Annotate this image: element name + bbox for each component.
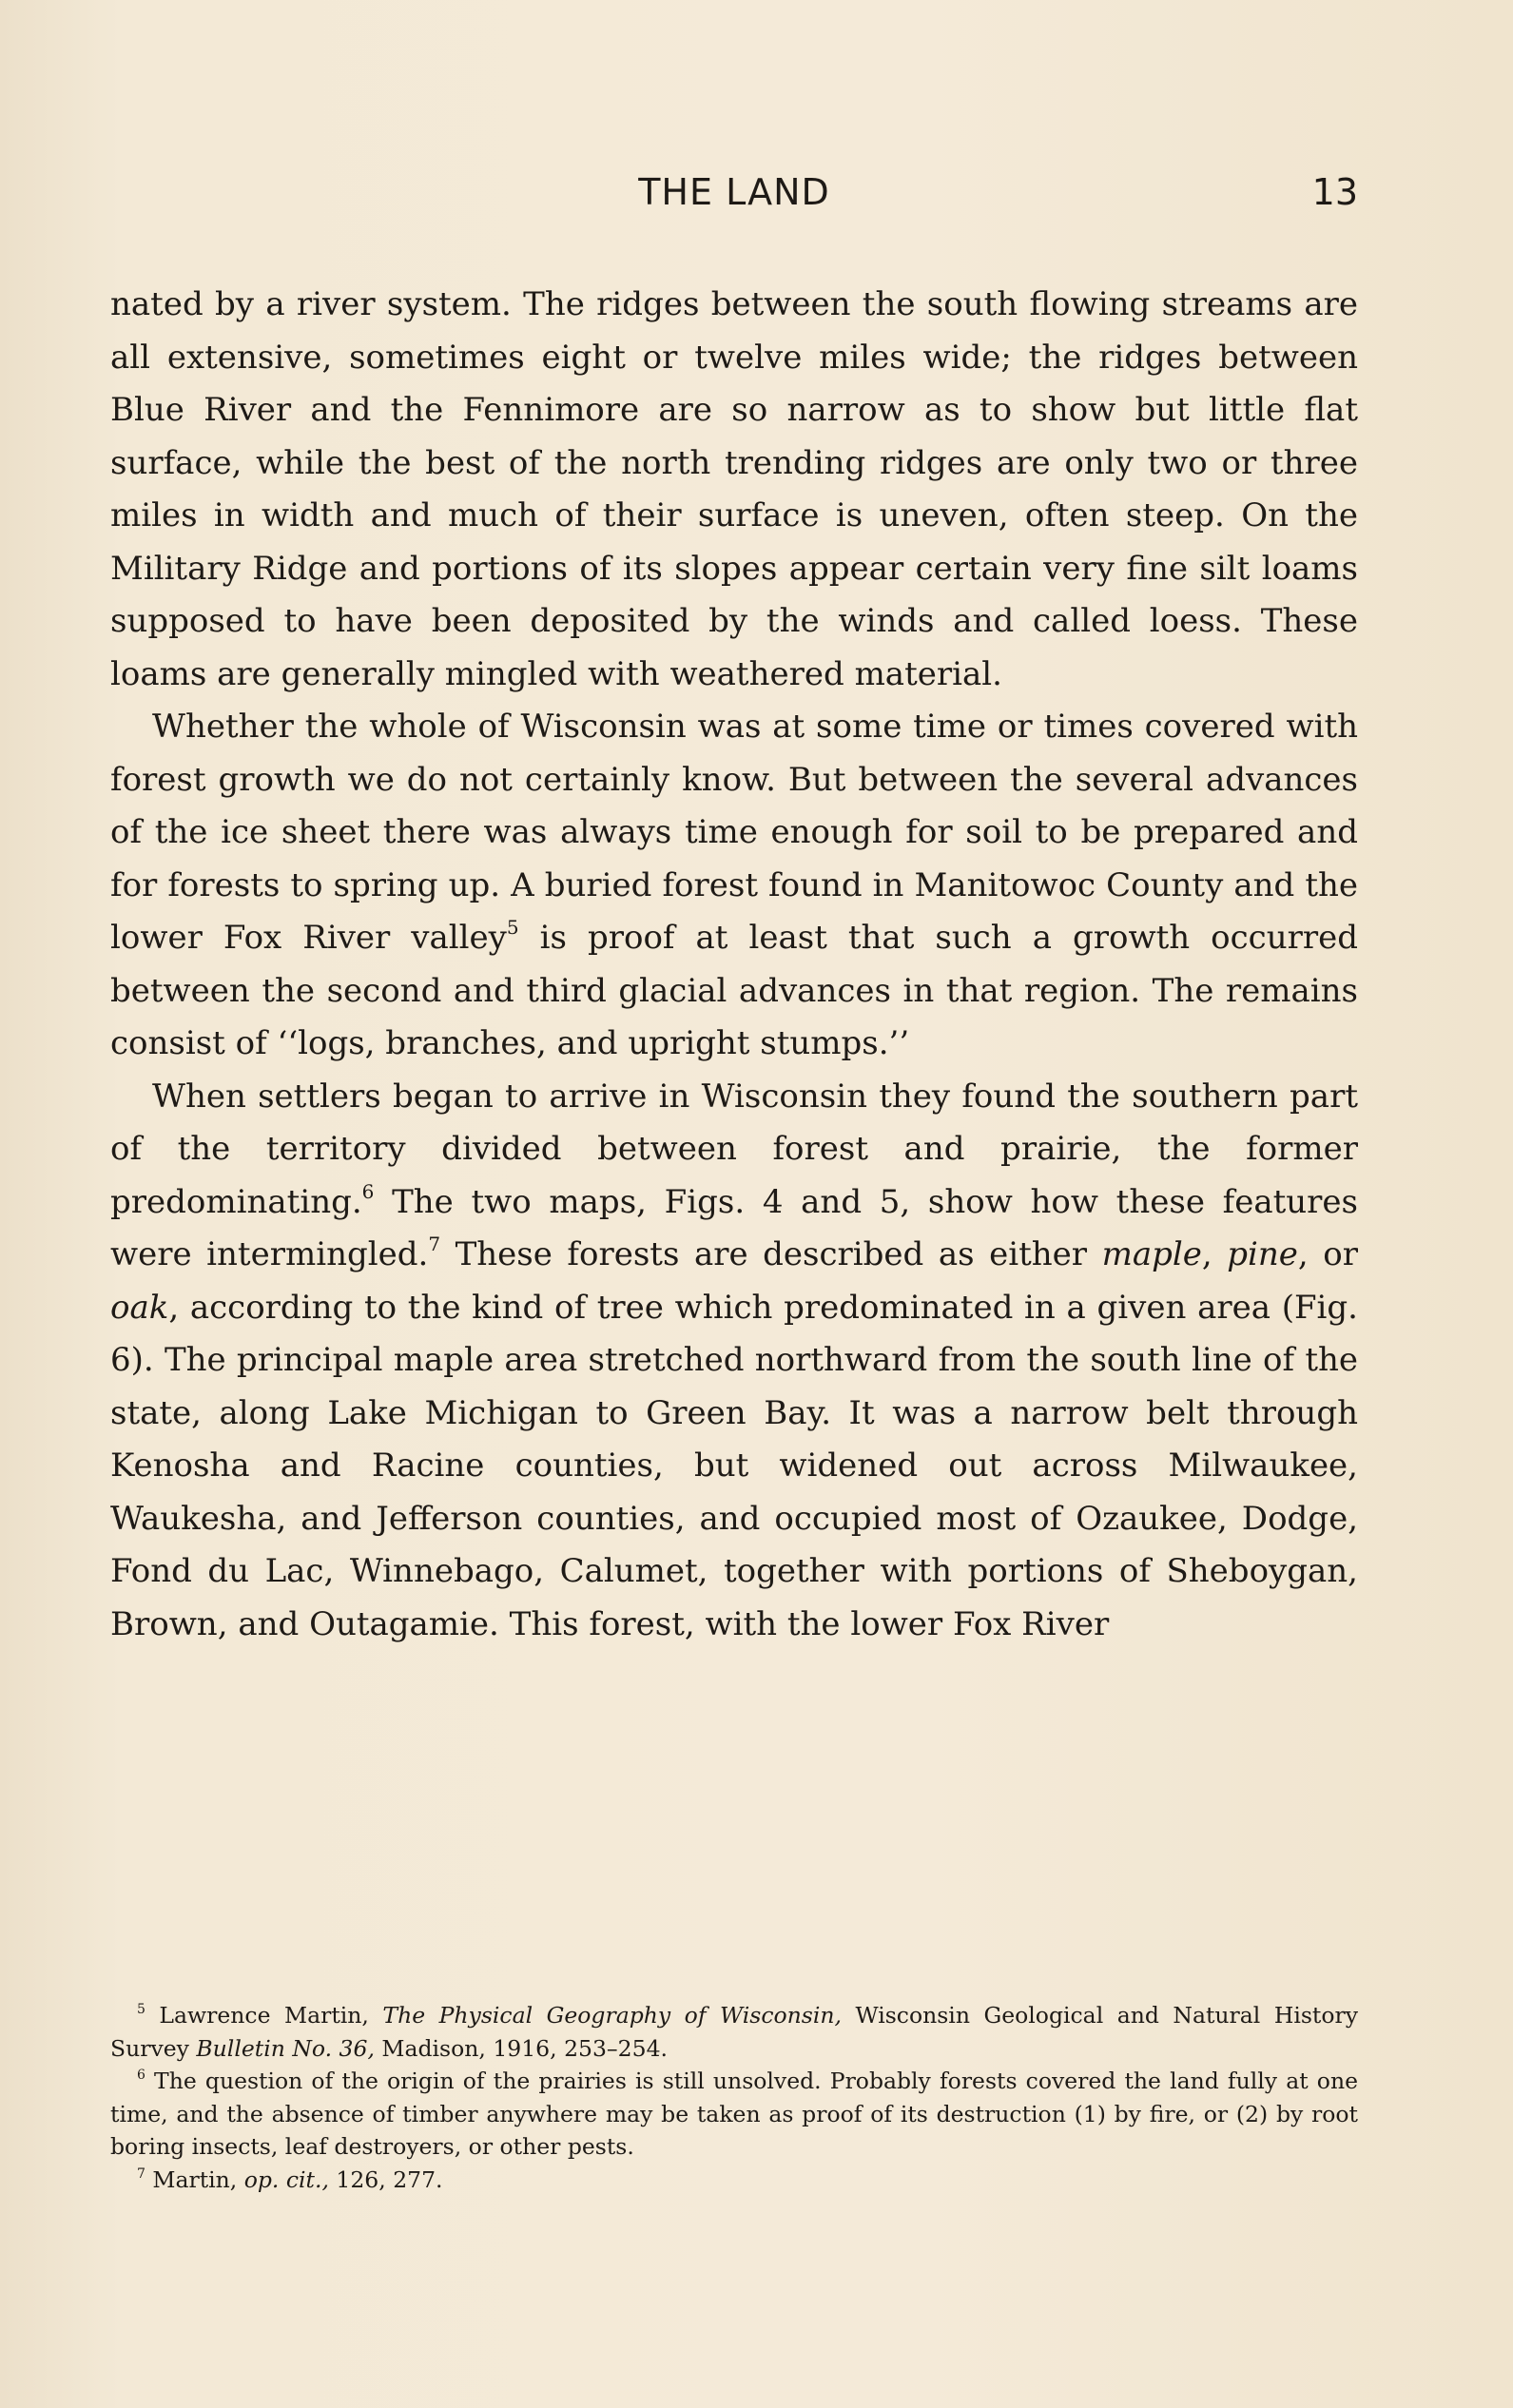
paragraph-3-text-b: The two maps, Figs. 4 and 5, show how these features were intermingled.: [110, 1182, 1358, 1273]
footnote-7-mark: 7: [137, 2165, 145, 2182]
paragraph-2-text-a: Whether the whole of Wisconsin was at some time or times covered with forest growth we do not certainly know. But between the several advances of the ice sheet there was always time enough for soil to be prepared and for forests to spring up. A buried forest found in Manitowoc County and the lower Fox River valley: [110, 708, 1358, 957]
footnote-ref-5: 5: [506, 916, 519, 939]
footnote-7-op-cit: op. cit.,: [243, 2165, 329, 2193]
running-title: THE LAND: [638, 171, 830, 213]
footnote-ref-6: 6: [361, 1179, 375, 1203]
footnote-7-text-b: 126, 277.: [328, 2165, 443, 2193]
body-text: [110, 279, 1358, 1651]
term-maple: maple: [1101, 1235, 1202, 1273]
term-oak: oak: [110, 1288, 169, 1327]
footnotes: [110, 1999, 1358, 2196]
paragraph-2: [110, 701, 1358, 1071]
footnote-5: [110, 1999, 1358, 2065]
footnote-ref-7: 7: [428, 1233, 441, 1255]
footnote-5-mark: 5: [137, 2002, 145, 2018]
footnote-7-text-a: Martin,: [145, 2165, 244, 2193]
paragraph-3-text-c: These forests are described as either: [440, 1235, 1102, 1273]
paragraph-3-text-a: When settlers began to arrive in Wisconsin they found the southern part of the territory divided between forest and prairie, the former predominating.: [110, 1077, 1358, 1221]
paragraph-1-text: nated by a river system. The ridges between the south flowing streams are all extensive, sometimes eight or twelve miles wide; the ridges between Blue River and the Fennimore are so narrow as to show but little flat surface, while the best of the north trending ridges are only two or three miles in width and much of their surface is uneven, often steep. On the Military Ridge and portions of its slopes appear certain very fine silt loams supposed to have been deposited by the winds and called loess. These loams are generally mingled with weathered material.: [110, 285, 1358, 693]
footnote-5-text-a: Lawrence Martin,: [145, 2002, 383, 2029]
footnote-5-book-title: The Physical Geography of Wisconsin,: [382, 2002, 842, 2029]
footnote-5-text-b: Wisconsin Geological and Natural History Survey: [110, 2002, 1358, 2062]
running-head: [110, 169, 1358, 215]
term-pine: pine: [1227, 1235, 1298, 1273]
footnote-6: [110, 2065, 1358, 2164]
footnote-6-text: The question of the origin of the prairies is still unsolved. Probably forests covered the land fully at one time, and the absence of timber anywhere may be taken as proof of its destruction (1) by fire, or (2) by root boring insects, leaf destroyers, or other pests.: [110, 2068, 1358, 2160]
paragraph-3-text-d: ,: [1201, 1235, 1228, 1273]
paragraph-3: [110, 1071, 1358, 1652]
paragraph-1: [110, 279, 1358, 701]
page-number: 13: [1311, 171, 1358, 213]
footnote-5-bulletin: Bulletin No. 36,: [196, 2034, 375, 2062]
footnote-6-mark: 6: [137, 2068, 145, 2084]
footnote-7: [110, 2164, 1358, 2197]
paragraph-3-text-f: , according to the kind of tree which predominated in a given area (Fig. 6). The principal maple area stretched northward from the south line of the state, along Lake Michigan to Green Bay. It was a narrow belt through Kenosha and Racine counties, but widened out across Milwaukee, Waukesha, and Jefferson counties, and occupied most of Ozaukee, Dodge, Fond du Lac, Winnebago, Calumet, together with portions of Sheboygan, Brown, and Outagamie. This forest, with the lower Fox River: [110, 1288, 1358, 1643]
paragraph-2-text-b: is proof at least that such a growth occurred between the second and third glacial advances in that region. The remains consist of ‘‘logs, branches, and upright stumps.’’: [110, 919, 1358, 1062]
paragraph-3-text-e: , or: [1297, 1235, 1359, 1273]
footnote-5-text-c: Madison, 1916, 253–254.: [374, 2034, 668, 2062]
